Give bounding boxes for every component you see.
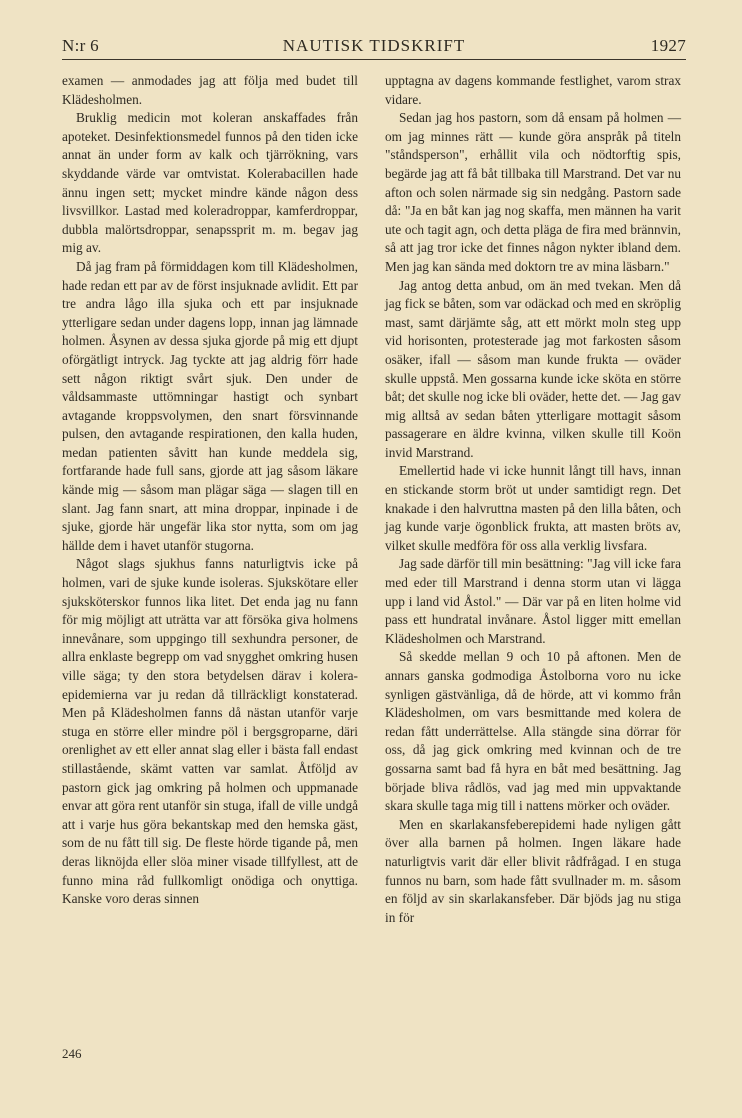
paragraph: Bruklig medicin mot koleran anskaffades från apoteket. Desinfektionsmedel funnos på den tiden icke annat än under form av kalk och tjärrökning, vars skyddande värde var omtvistat. Kolerabacillen hade ännu ingen sett; mycket mindre kände någon dess livsvillkor. Lastad med koleradroppar, kamferdroppar, dubbla malörtsdroppar, senapssprit m. m. begav jag mig av. bbox=[62, 110, 358, 256]
right-column bbox=[385, 72, 681, 927]
paragraph: Så skedde mellan 9 och 10 på aftonen. Men de annars ganska godmodiga Åstolborna voro nu icke synligen gästvänliga, då de hörde, att vi kommo från Klädesholmen, om vars besmittande med kolera de redan fått underrättelse. Alla stängde sina dörrar för oss, då jag gick omkring med kvinnan och de tre gossarna samt bad få hyra en båt med besättning. Jag började bliva rådlös, vad jag med min uppvaktande skara skulle taga mig till i nattens mörker och oväder. bbox=[385, 649, 681, 814]
paragraph: Men en skarlakansfeberepidemi hade nyligen gått över alla barnen på holmen. Ingen läkare hade naturligtvis varit där eller blivit rådfrågad. I en stuga funnos nu barn, som hade fått svullnader m. m. såsom en följd av sin skarlakansfeber. Där bjöds jag nu stiga in för bbox=[385, 816, 681, 925]
header-rule bbox=[62, 59, 686, 60]
journal-title: NAUTISK TIDSKRIFT bbox=[282, 36, 466, 55]
paragraph: Emellertid hade vi icke hunnit långt till havs, innan en stickande storm bröt ut under samtidigt regn. Det knakade i den halvruttna masten på den lilla båten, och jag kunde varje ögonblick frukta, att masten bröts av, vilket skulle medföra för oss alla verklig livsfara. bbox=[385, 463, 681, 553]
page-number: 246 bbox=[62, 1046, 82, 1061]
paragraph: Då jag fram på förmiddagen kom till Klädesholmen, hade redan ett par av de först insjuknade avlidit. Ett par tre andra lågo illa sjuka och ett par insjuknade ytterligare sedan under dagens lopp, innan jag lämnade holmen. Åsynen av dessa sjuka gjorde på mig ett djupt oförgätligt intryck. Jag tyckte att jag aldrig förr hade sett någon riktigt svårt sjuk. Den under de våldsammaste uttömningar hastigt och synbart avtagande kroppsvolymen, den snart försvinnande pulsen, den avtagande respirationen, den kalla huden, medan patienten såvitt han kunde meddela sig, fortfarande hade full sans, gjorde att jag såsom läkare kände mig — såsom man plägar säga — slagen till en slant. Jag fann snart, att mina droppar, inpinade i de sjuke, gjorde här ungefär lika stor nytta, som om jag hällde dem i havet utanför stugorna. bbox=[62, 258, 358, 553]
paragraph: examen — anmodades jag att följa med budet till Klädesholmen. bbox=[62, 73, 358, 107]
issue-number: N:r 6 bbox=[62, 36, 99, 55]
paragraph: Sedan jag hos pastorn, som då ensam på holmen — om jag minnes rätt — kunde göra anspråk på titeln "ståndsperson", erhållit vila och nödtorftig spis, begärde jag att få båt tillbaka till Marstrand. Det var nu afton och solen närmade sig sin nedgång. Pastorn sade då: "Ja en båt kan jag nog skaffa, men männen ha varit ute och tagit agn, och detta pläga de fira med brännvin, så att jag tror icke det finnes någon nykter ibland dem. Men jag kan sända med doktorn tre av mina läsbarn." bbox=[385, 110, 681, 274]
paragraph: Jag antog detta anbud, om än med tvekan. Men då jag fick se båten, som var odäckad och med en skröplig mast, samt därjämte såg, att ett mörkt moln steg upp vid horisonten, protesterade jag mot farkosten såsom osäker, ifall — såsom man kunde frukta — oväder skulle uppstå. Men gossarna kunde icke sköta en större båt; det skulle nog icke bli oväder, hette det. — Jag gav mig alltså av sedan båten ytterligare mottagit såsom passagerare en äldre kvinna, vilken skulle till Koön invid Marstrand. bbox=[385, 277, 681, 460]
paragraph: Jag sade därför till min besättning: "Jag vill icke fara med eder till Marstrand i denna storm utan vi lägga upp i land vid Åstol." — Där var på en liten holme vid pass ett hundratal invånare. Åstol ligger mitt emellan Klädesholmen och Marstrand. bbox=[385, 556, 681, 646]
publication-year: 1927 bbox=[650, 36, 686, 55]
left-column bbox=[62, 72, 358, 909]
paragraph: Något slags sjukhus fanns naturligtvis icke på holmen, vari de sjuke kunde isoleras. Sjukskötare eller sjuksköterskor funnos lika litet. Det enda jag nu fann för mig möjligt att uträtta var att försöka giva holmens innevånare, som uppgingo till sexhundra personer, de allra enklaste begrepp om vad snygghet omkring husen ville säga; ty den stora betydelsen därav i kolera-epidemierna var ju redan då tillräckligt konstaterad. Men på Klädesholmen fanns då nästan utanför varje stuga en större eller mindre pöl i bergsgroparne, däri orenlighet av ett eller annat slag eller i bästa fall endast stillastående, skämt vatten var samlat. Åtföljd av pastorn gick jag omkring på holmen och uppmanade envar att göra rent utanför sin stuga, ifall de ville undgå att i varje hus göra bekantskap med den hemska gäst, som de nu fått till sig. De fleste hörde tigande på, men deras liknöjda eller slöa miner visade tillfyllest, att de funno mina råd fullkomligt onödiga och onyttiga. Kanske voro deras sinnen bbox=[62, 556, 358, 907]
paragraph: upptagna av dagens kommande festlighet, varom strax vidare. bbox=[385, 73, 681, 107]
